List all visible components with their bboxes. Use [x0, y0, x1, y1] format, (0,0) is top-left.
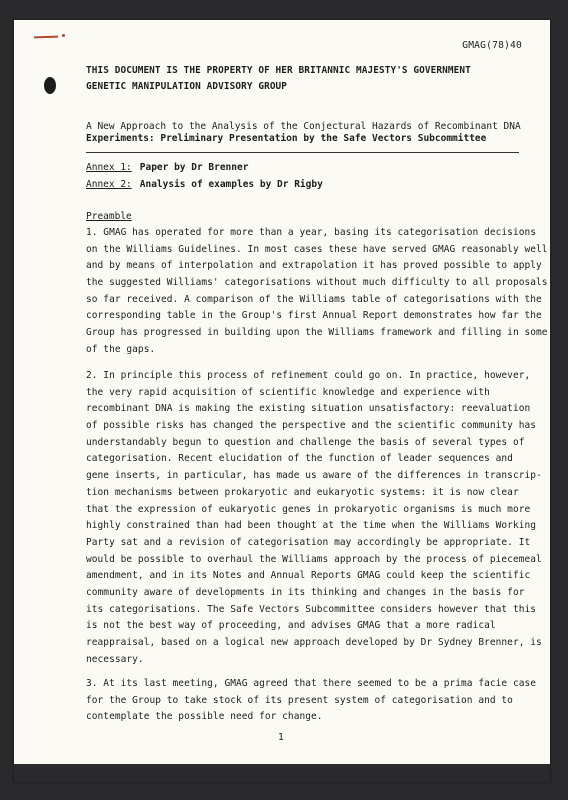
- paragraph-line: amendment, and in its Notes and Annual Reports GMAG could keep the scientific: [86, 570, 531, 582]
- paragraph-line: the very rapid acquisition of scientific knowledge and experience with: [86, 386, 490, 398]
- paragraph-line: tion mechanisms between prokaryotic and eukaryotic systems: it is now clear: [86, 486, 519, 498]
- annex-1-label: Annex 1:: [86, 162, 132, 173]
- paragraph-line: recombinant DNA is making the existing situation unsatisfactory: reevaluation: [86, 403, 531, 415]
- paragraph-2: [86, 368, 542, 668]
- paragraph-line: that the expression of eukaryotic genes in prokaryotic organisms is much more: [86, 503, 531, 515]
- annex-2-text: Analysis of examples by Dr Rigby: [139, 179, 323, 190]
- paragraph-line: 1. GMAG has operated for more than a year, basing its categorisation decisions: [86, 227, 537, 238]
- paragraph-line: for the Group to take stock of its present system of categorisation and to: [86, 694, 513, 706]
- red-ink-mark: [34, 36, 58, 39]
- group-name: GENETIC MANIPULATION ADVISORY GROUP: [86, 81, 288, 92]
- paragraph-line: would be possible to overhaul the Williams approach by the process of piecemeal: [86, 553, 542, 565]
- paragraph-line: of the gaps.: [86, 343, 156, 355]
- paragraph-line: and by means of interpolation and extrapolation it has proved possible to apply: [86, 260, 542, 272]
- paragraph-line: Group has progressed in building upon the Williams framework and filling in some: [86, 327, 548, 339]
- paragraph-line: on the Williams Guidelines. In most cases these have served GMAG reasonably well: [86, 243, 548, 255]
- section-heading: Preamble: [86, 211, 132, 222]
- annex-1: [86, 162, 248, 173]
- document-reference: GMAG(78)40: [462, 40, 522, 51]
- paragraph-line: so far received. A comparison of the Williams table of categorisations with the: [86, 293, 542, 305]
- paragraph-line: contemplate the possible need for change.: [86, 711, 323, 723]
- paragraph-line: corresponding table in the Group's first Annual Report demonstrates how far the: [86, 310, 542, 322]
- paragraph-line: Party sat and a revision of categorisation may accordingly be appropriate. It: [86, 536, 531, 548]
- paragraph-line: of possible risks has changed the perspective and the scientific community has: [86, 420, 537, 432]
- paragraph-line: necessary.: [86, 653, 144, 665]
- paragraph-line: understandably begun to question and challenge the basis of several types of: [86, 436, 525, 448]
- title-line-2: Experiments: Preliminary Presentation by the Safe Vectors Subcommittee: [86, 133, 487, 144]
- paragraph-3: [86, 676, 536, 726]
- annex-1-text: Paper by Dr Brenner: [139, 162, 249, 173]
- paragraph-line: 2. In principle this process of refinement could go on. In practice, however,: [86, 370, 531, 381]
- scan-bottom-edge: [14, 764, 550, 782]
- paragraph-line: community aware of developments in its thinking and changes in the basis for: [86, 586, 525, 598]
- document-title: [86, 121, 521, 145]
- paragraph-line: its categorisations. The Safe Vectors Subcommittee considers however that this: [86, 603, 537, 615]
- paragraph-line: categorisation. Recent elucidation of the function of leader sequences and: [86, 453, 513, 465]
- paragraph-line: highly constrained than had been thought at the time when the Williams Working: [86, 520, 537, 532]
- title-divider: [86, 152, 519, 153]
- property-notice: THIS DOCUMENT IS THE PROPERTY OF HER BRITANNIC MAJESTY'S GOVERNMENT: [86, 65, 471, 76]
- annex-2: [86, 179, 323, 190]
- paragraph-line: the suggested Williams' categorisations without much difficulty to all proposals: [86, 277, 548, 289]
- paragraph-line: reappraisal, based on a logical new approach developed by Dr Sydney Brenner, is: [86, 637, 542, 648]
- paragraph-line: is not the best way of proceeding, and advises GMAG that a more radical: [86, 620, 496, 632]
- paragraph-line: 3. At its last meeting, GMAG agreed that there seemed to be a prima facie case: [86, 678, 537, 689]
- punch-hole: [44, 77, 56, 94]
- annex-2-label: Annex 2:: [86, 179, 132, 190]
- paragraph-1: [86, 225, 548, 359]
- red-ink-dot: [62, 34, 65, 37]
- page-number: 1: [278, 732, 284, 743]
- title-line-1: A New Approach to the Analysis of the Conjectural Hazards of Recombinant DNA: [86, 121, 521, 132]
- paragraph-line: gene inserts, in particular, has made us aware of the differences in transcrip-: [86, 470, 542, 482]
- document-page: [14, 20, 550, 782]
